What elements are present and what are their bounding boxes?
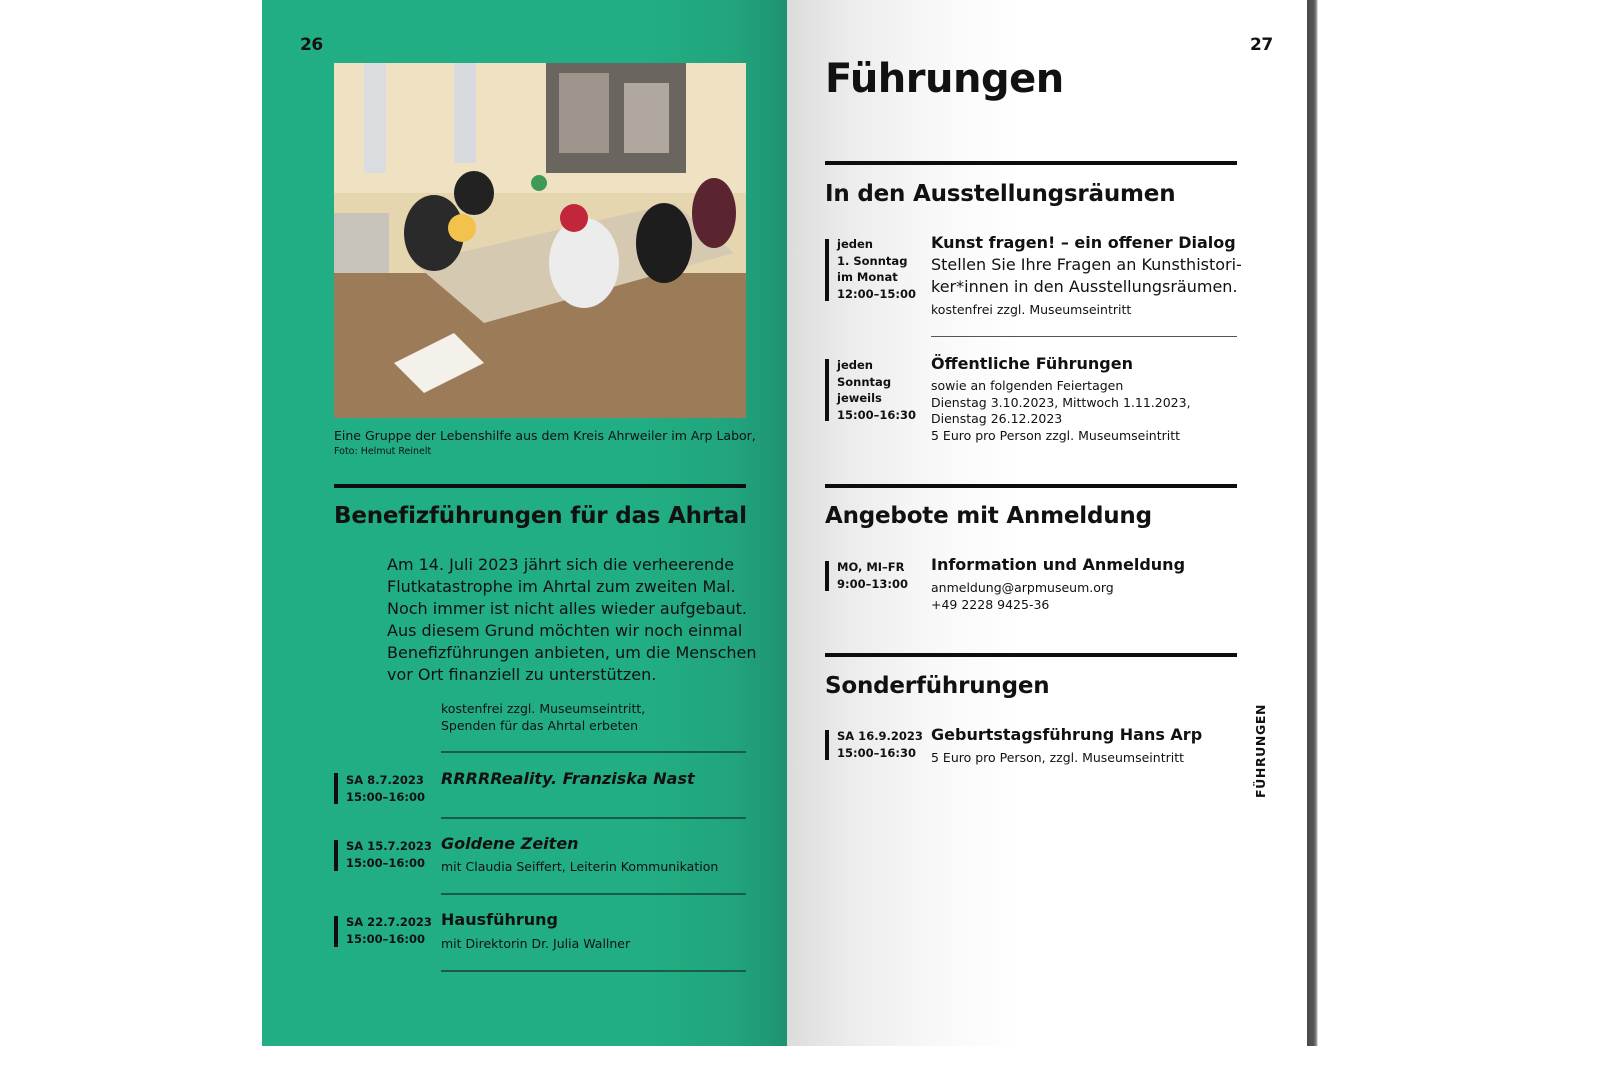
event-date-day: SA 22.7.2023 — [346, 915, 432, 929]
event-price: 5 Euro pro Person, zzgl. Museumseintritt — [931, 750, 1185, 765]
event-date — [346, 838, 432, 871]
event-title: Öffentliche Führungen — [931, 354, 1133, 373]
section-divider — [825, 653, 1237, 657]
section-title-ausstellungsraeume: In den Ausstellungsräumen — [825, 181, 1176, 207]
workshop-photo — [334, 63, 746, 418]
price-line: Spenden für das Ahrtal erbeten — [441, 717, 639, 733]
page-title: Führungen — [825, 56, 1064, 102]
event-title: Hausführung — [441, 910, 558, 929]
photo-illustration — [334, 63, 746, 418]
event-when — [837, 728, 923, 761]
date-marker-bar — [825, 359, 829, 421]
event-divider — [441, 751, 746, 753]
when-line: Sonntag — [837, 374, 892, 389]
section-title-anmeldung: Angebote mit Anmeldung — [825, 503, 1152, 529]
page-number-left: 26 — [300, 35, 323, 55]
item-divider — [931, 336, 1237, 337]
section-title-benefiz: Benefizführungen für das Ahrtal — [334, 503, 747, 529]
detail-line: sowie an folgenden Feiertagen — [931, 378, 1124, 393]
side-section-label: FÜHRUNGEN — [1253, 703, 1268, 798]
event-title: Goldene Zeiten — [441, 834, 579, 853]
page-number-right: 27 — [1250, 35, 1273, 55]
date-marker-bar — [825, 561, 829, 591]
event-when — [837, 357, 916, 423]
when-line: im Monat — [837, 270, 898, 284]
price-line: kostenfrei zzgl. Museumseintritt, — [441, 701, 646, 716]
section-divider — [825, 161, 1237, 165]
photo-caption: Eine Gruppe der Lebenshilfe aus dem Kreis Ahrweiler im Arp Labor, — [334, 428, 756, 443]
event-title: RRRRReality. Franziska Nast — [441, 769, 695, 788]
date-marker-bar — [825, 239, 829, 301]
event-subtitle: mit Direktorin Dr. Julia Wallner — [441, 936, 631, 951]
page-edge-shadow — [1307, 0, 1318, 1046]
event-when — [837, 559, 908, 592]
left-page — [262, 0, 787, 1046]
phone-number[interactable]: +49 2228 9425-36 — [931, 596, 1050, 612]
event-date — [346, 914, 432, 947]
event-title: Information und Anmeldung — [931, 555, 1186, 574]
when-line: SA 16.9.2023 — [837, 729, 923, 743]
section-divider — [334, 484, 746, 488]
detail-line: 5 Euro pro Person zzgl. Museumseintritt — [931, 427, 1181, 443]
description-line: ker*innen in den Ausstellungsräumen. — [931, 277, 1238, 296]
intro-paragraph — [387, 554, 757, 686]
right-page — [787, 0, 1307, 1046]
event-date-time: 15:00–16:00 — [346, 855, 425, 870]
when-line: MO, MI–FR — [837, 560, 905, 574]
event-title: Kunst fragen! – ein offener Dialog — [931, 233, 1236, 252]
intro-line: Am 14. Juli 2023 jährt sich die verheerende — [387, 555, 735, 574]
price-info — [441, 701, 645, 734]
date-marker-bar — [825, 730, 829, 760]
intro-line: Noch immer ist nicht alles wieder aufgebaut. — [387, 599, 747, 618]
when-line: jeweils — [837, 391, 882, 405]
event-divider — [441, 817, 746, 819]
when-line: jeden — [837, 237, 873, 251]
date-marker-bar — [334, 916, 338, 947]
intro-line: Aus diesem Grund möchten wir noch einmal — [387, 621, 743, 640]
detail-line: Dienstag 3.10.2023, Mittwoch 1.11.2023, — [931, 394, 1191, 410]
intro-line: Flutkatastrophe im Ahrtal zum zweiten Mal. — [387, 577, 736, 596]
section-divider — [825, 484, 1237, 488]
intro-line: Benefizführungen anbieten, um die Menschen — [387, 643, 757, 662]
event-when — [837, 236, 916, 302]
email-link[interactable]: anmeldung@arpmuseum.org — [931, 580, 1114, 595]
event-date-day: SA 8.7.2023 — [346, 773, 424, 787]
event-details — [931, 378, 1191, 444]
event-divider — [441, 970, 746, 972]
when-line: jeden — [837, 358, 873, 372]
event-date-day: SA 15.7.2023 — [346, 839, 432, 853]
when-line: 15:00–16:30 — [837, 745, 916, 760]
when-line: 1. Sonntag — [837, 253, 908, 268]
event-date-time: 15:00–16:00 — [346, 789, 425, 804]
detail-line: Dienstag 26.12.2023 — [931, 411, 1063, 426]
event-divider — [441, 893, 746, 895]
date-marker-bar — [334, 840, 338, 871]
section-title-sonderfuehrungen: Sonderführungen — [825, 673, 1050, 699]
event-date — [346, 772, 425, 805]
when-line: 15:00–16:30 — [837, 407, 916, 422]
when-line: 9:00–13:00 — [837, 576, 908, 591]
intro-line: vor Ort finanziell zu unterstützen. — [387, 665, 657, 684]
photo-credit: Foto: Helmut Reinelt — [334, 446, 432, 457]
description-line: Stellen Sie Ihre Fragen an Kunsthistori- — [931, 255, 1242, 274]
brochure-spread — [262, 0, 1320, 1046]
event-description — [931, 254, 1242, 298]
event-price: kostenfrei zzgl. Museumseintritt — [931, 302, 1132, 317]
event-subtitle: mit Claudia Seiffert, Leiterin Kommunikation — [441, 859, 719, 874]
date-marker-bar — [334, 773, 338, 804]
contact-details — [931, 580, 1114, 613]
event-date-time: 15:00–16:00 — [346, 931, 425, 946]
event-title: Geburtstagsführung Hans Arp — [931, 725, 1203, 744]
when-line: 12:00–15:00 — [837, 286, 916, 301]
